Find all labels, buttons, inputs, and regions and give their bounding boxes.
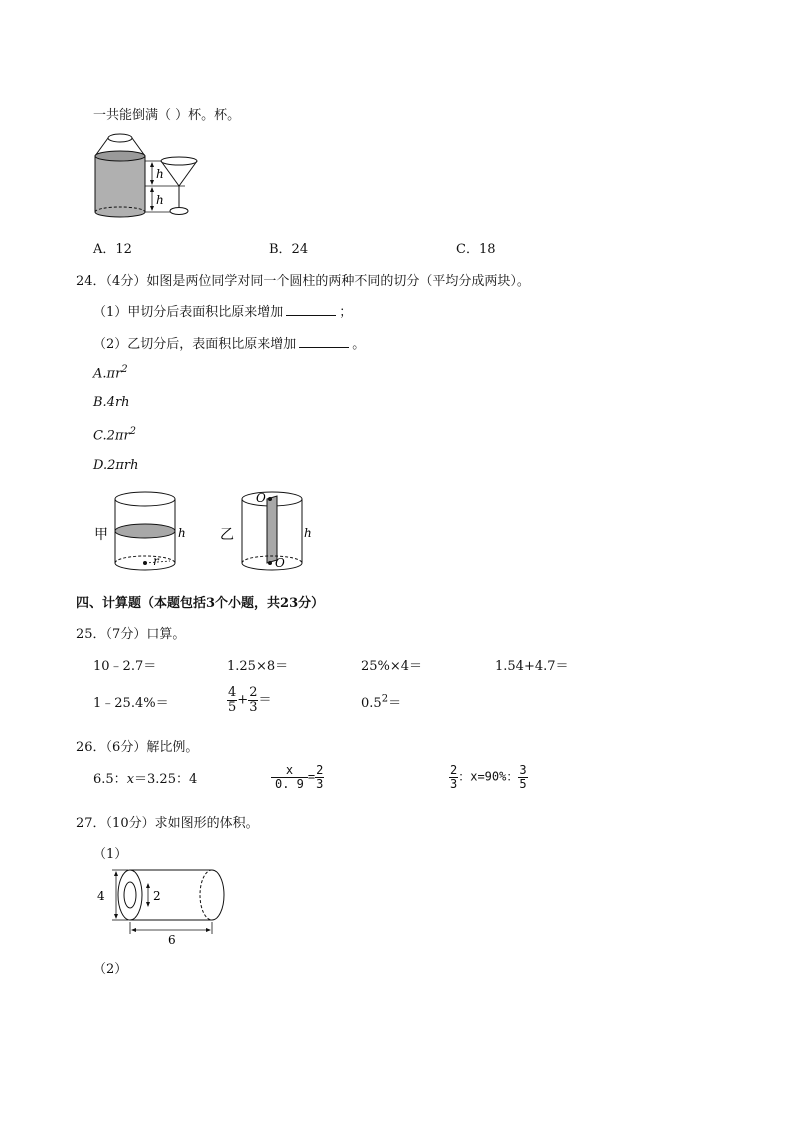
q25-item-frac: $\frac{4}{5}$ + $\frac{2}{3}$ ＝ <box>228 685 272 715</box>
q27-sub2: （2） <box>93 962 128 977</box>
q25-item-4: 1.54+4.7＝ <box>495 659 569 674</box>
q24-o-bottom: O <box>275 556 285 570</box>
q26-problem-1: 6.5：x＝3.25：4 <box>93 772 198 787</box>
q25-item-5: 1﹣25.4%＝ <box>93 696 169 711</box>
q24-stem: 24．（4分）如图是两位同学对同一个圆柱的两种不同的切分（平均分成两块）。 <box>76 274 530 289</box>
q24-figure-yi <box>220 485 330 580</box>
q27-dim-outer: 4 <box>97 889 105 903</box>
q25-item-3: 25%×4＝ <box>361 659 423 674</box>
q24-o-top: O <box>256 491 266 505</box>
q24-option-b[interactable]: B.4rh <box>93 395 130 410</box>
q23-h1: h <box>156 167 164 181</box>
q27-figure-tube <box>90 862 240 950</box>
q24-h-left: h <box>178 526 186 540</box>
q24-blank2[interactable] <box>299 337 349 348</box>
q24-option-a[interactable]: $A.\pi r^2$ <box>93 364 128 382</box>
q24-option-d[interactable]: D.2πrh <box>93 458 139 473</box>
q27-dim-inner: 2 <box>153 889 161 903</box>
q24-jia-label: 甲 <box>94 527 108 543</box>
q24-yi-label: 乙 <box>220 527 234 543</box>
q25-item-2: 1.25×8＝ <box>227 659 289 674</box>
q23-h2: h <box>156 193 164 207</box>
q23-line-end: 一共能倒满（ ）杯。杯。 <box>93 108 241 123</box>
q25-item-pow: $0.5^2=$ <box>361 693 402 711</box>
q26-problem-3: $\frac{2}{3}$ ：x=90%： $\frac{3}{5}$ <box>450 763 527 791</box>
q26-problem-2: $\frac{x}{0. 9}$ = $\frac{2}{3}$ <box>271 764 324 790</box>
q25-item-1: 10﹣2.7＝ <box>93 659 157 674</box>
q24-r-label: r <box>153 554 159 568</box>
q24-sub2: （2）乙切分后，表面积比原来增加 。 <box>93 337 366 352</box>
q23-figure <box>90 128 200 223</box>
section4-title: 四、计算题（本题包括3个小题，共23分） <box>76 596 325 611</box>
q24-h-right: h <box>304 526 312 540</box>
q24-option-c[interactable]: $C.2\pi r^2$ <box>93 426 137 444</box>
q26-stem: 26．（6分）解比例。 <box>76 740 199 755</box>
q23-option-c[interactable]: C．18 <box>456 242 496 257</box>
q25-stem: 25．（7分）口算。 <box>76 627 186 642</box>
q23-option-a[interactable]: A．12 <box>93 242 132 257</box>
q24-figure-jia <box>90 485 200 580</box>
q27-dim-len: 6 <box>168 933 176 947</box>
q27-stem: 27．（10分）求如图形的体积。 <box>76 816 259 831</box>
q27-sub1: （1） <box>93 847 128 862</box>
q23-option-b[interactable]: B．24 <box>269 242 309 257</box>
q24-sub1: （1）甲切分后表面积比原来增加 ； <box>93 305 353 320</box>
q24-blank1[interactable] <box>286 305 336 316</box>
